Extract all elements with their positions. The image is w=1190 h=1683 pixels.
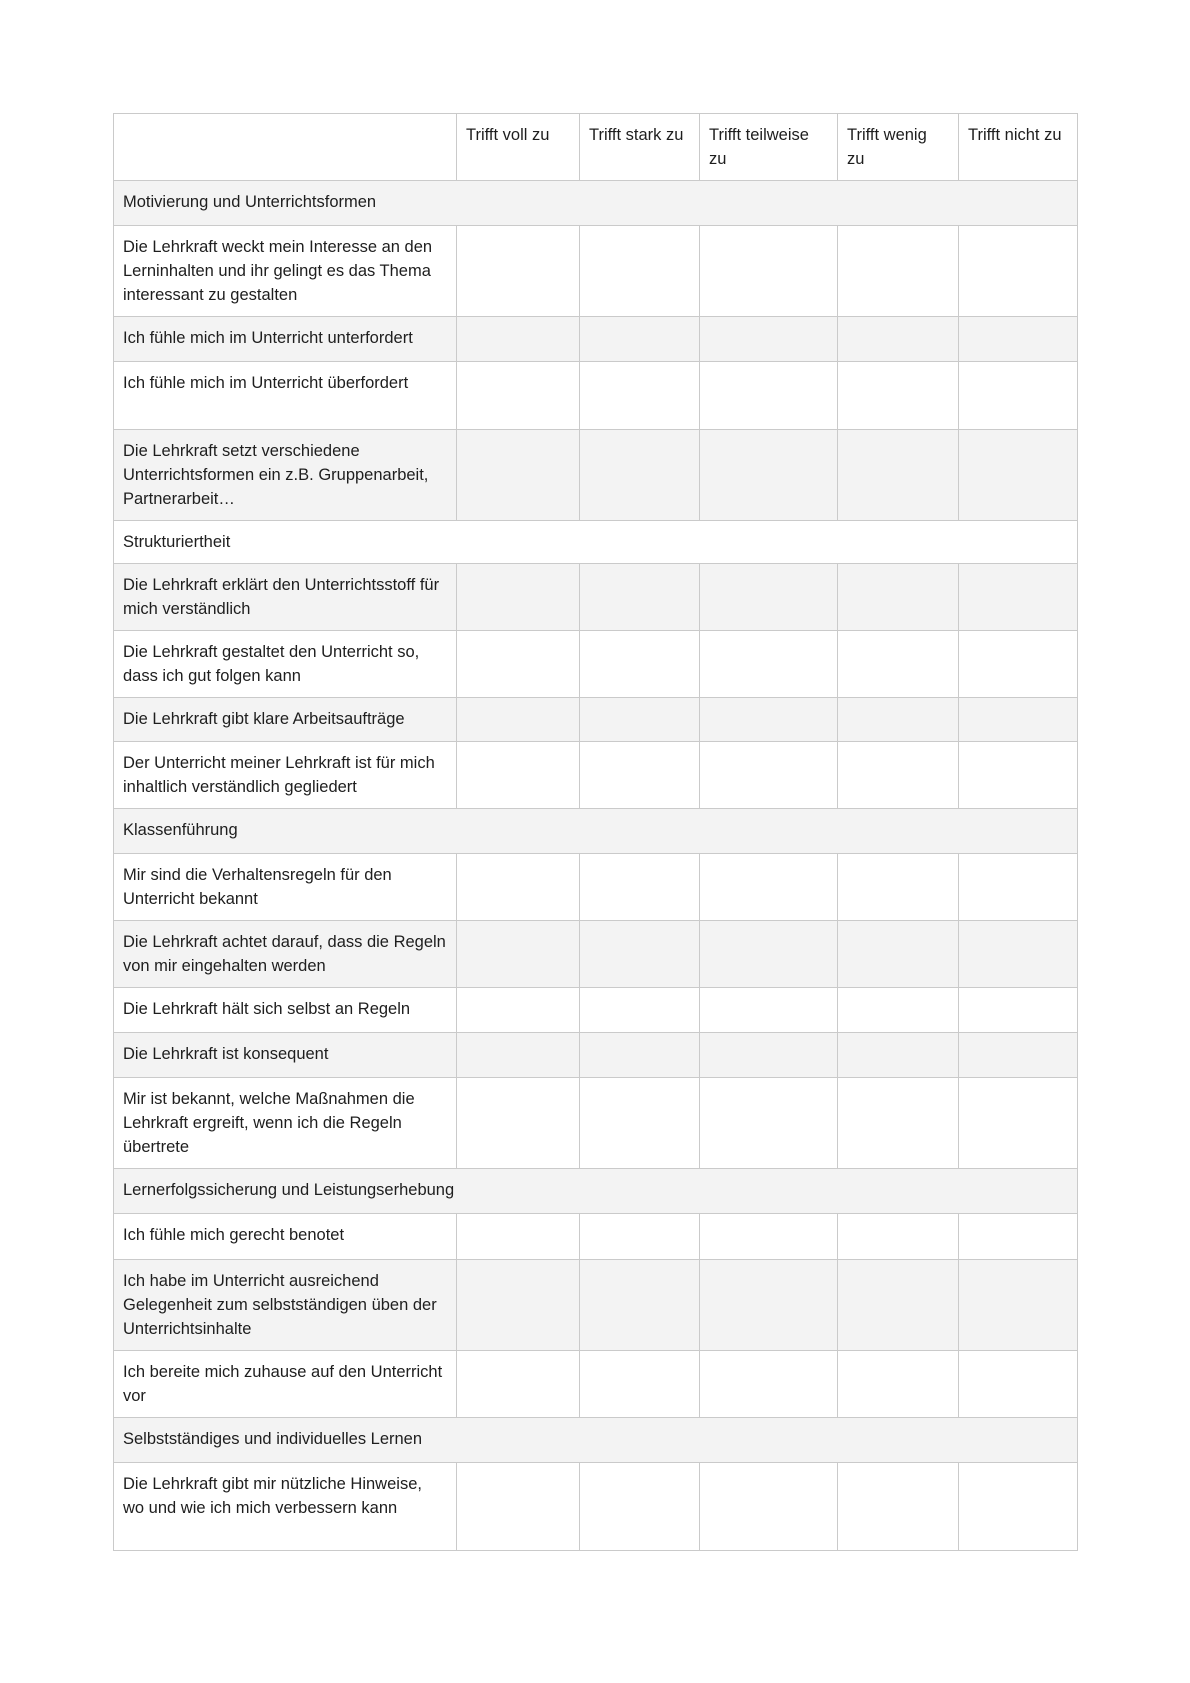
answer-cell-trifft-voll-zu[interactable] xyxy=(457,988,580,1033)
answer-cell-trifft-wenig-zu[interactable] xyxy=(838,854,959,921)
question-text: Die Lehrkraft erklärt den Unterrichtsstoff für mich verständlich xyxy=(114,564,457,631)
section-title: Motivierung und Unterrichtsformen xyxy=(114,181,1078,226)
answer-cell-trifft-stark-zu[interactable] xyxy=(580,362,700,430)
section-header-row xyxy=(114,181,1078,226)
answer-cell-trifft-teilweise-zu[interactable] xyxy=(700,430,838,521)
answer-cell-trifft-voll-zu[interactable] xyxy=(457,1078,580,1169)
answer-cell-trifft-wenig-zu[interactable] xyxy=(838,430,959,521)
answer-cell-trifft-stark-zu[interactable] xyxy=(580,564,700,631)
answer-cell-trifft-stark-zu[interactable] xyxy=(580,988,700,1033)
question-text: Die Lehrkraft achtet darauf, dass die Regeln von mir eingehalten werden xyxy=(114,921,457,988)
question-text: Ich fühle mich im Unterricht unterfordert xyxy=(114,317,457,362)
answer-cell-trifft-voll-zu[interactable] xyxy=(457,226,580,317)
answer-cell-trifft-stark-zu[interactable] xyxy=(580,1214,700,1260)
question-row xyxy=(114,1260,1078,1351)
header-trifft-voll-zu: Trifft voll zu xyxy=(457,114,580,181)
answer-cell-trifft-voll-zu[interactable] xyxy=(457,631,580,698)
answer-cell-trifft-nicht-zu[interactable] xyxy=(959,1260,1078,1351)
answer-cell-trifft-voll-zu[interactable] xyxy=(457,1260,580,1351)
question-text: Ich habe im Unterricht ausreichend Gelegenheit zum selbstständigen üben der Unterrichtsinhalte xyxy=(114,1260,457,1351)
question-row xyxy=(114,564,1078,631)
answer-cell-trifft-voll-zu[interactable] xyxy=(457,1214,580,1260)
answer-cell-trifft-wenig-zu[interactable] xyxy=(838,1351,959,1418)
question-row xyxy=(114,1078,1078,1169)
question-text: Die Lehrkraft gibt klare Arbeitsaufträge xyxy=(114,698,457,742)
header-row xyxy=(114,114,1078,181)
section-header-row xyxy=(114,521,1078,564)
answer-cell-trifft-wenig-zu[interactable] xyxy=(838,1033,959,1078)
question-text: Der Unterricht meiner Lehrkraft ist für mich inhaltlich verständlich gegliedert xyxy=(114,742,457,809)
answer-cell-trifft-nicht-zu[interactable] xyxy=(959,564,1078,631)
answer-cell-trifft-teilweise-zu[interactable] xyxy=(700,631,838,698)
answer-cell-trifft-nicht-zu[interactable] xyxy=(959,1078,1078,1169)
answer-cell-trifft-wenig-zu[interactable] xyxy=(838,1078,959,1169)
question-text: Die Lehrkraft gibt mir nützliche Hinweise, wo und wie ich mich verbessern kann xyxy=(114,1463,457,1551)
answer-cell-trifft-voll-zu[interactable] xyxy=(457,362,580,430)
question-text: Ich fühle mich im Unterricht überfordert xyxy=(114,362,457,430)
survey-body xyxy=(114,181,1078,1551)
answer-cell-trifft-nicht-zu[interactable] xyxy=(959,742,1078,809)
answer-cell-trifft-stark-zu[interactable] xyxy=(580,430,700,521)
question-row xyxy=(114,1214,1078,1260)
answer-cell-trifft-voll-zu[interactable] xyxy=(457,1463,580,1551)
answer-cell-trifft-teilweise-zu[interactable] xyxy=(700,1078,838,1169)
answer-cell-trifft-wenig-zu[interactable] xyxy=(838,631,959,698)
answer-cell-trifft-voll-zu[interactable] xyxy=(457,317,580,362)
question-text: Mir sind die Verhaltensregeln für den Unterricht bekannt xyxy=(114,854,457,921)
answer-cell-trifft-teilweise-zu[interactable] xyxy=(700,564,838,631)
answer-cell-trifft-nicht-zu[interactable] xyxy=(959,631,1078,698)
answer-cell-trifft-nicht-zu[interactable] xyxy=(959,854,1078,921)
question-text: Mir ist bekannt, welche Maßnahmen die Lehrkraft ergreift, wenn ich die Regeln übertrete xyxy=(114,1078,457,1169)
answer-cell-trifft-stark-zu[interactable] xyxy=(580,1033,700,1078)
header-statement xyxy=(114,114,457,181)
question-row xyxy=(114,317,1078,362)
question-row xyxy=(114,430,1078,521)
answer-cell-trifft-nicht-zu[interactable] xyxy=(959,1463,1078,1551)
section-header-row xyxy=(114,1169,1078,1214)
question-text: Die Lehrkraft weckt mein Interesse an den Lerninhalten und ihr gelingt es das Thema interessant zu gestalten xyxy=(114,226,457,317)
survey-table xyxy=(113,113,1078,1551)
answer-cell-trifft-teilweise-zu[interactable] xyxy=(700,854,838,921)
answer-cell-trifft-voll-zu[interactable] xyxy=(457,430,580,521)
header-trifft-teilweise-zu: Trifft teilweise zu xyxy=(700,114,838,181)
question-text: Die Lehrkraft hält sich selbst an Regeln xyxy=(114,988,457,1033)
section-header-row xyxy=(114,809,1078,854)
answer-cell-trifft-nicht-zu[interactable] xyxy=(959,1351,1078,1418)
answer-cell-trifft-voll-zu[interactable] xyxy=(457,1351,580,1418)
answer-cell-trifft-voll-zu[interactable] xyxy=(457,1033,580,1078)
answer-cell-trifft-wenig-zu[interactable] xyxy=(838,226,959,317)
answer-cell-trifft-wenig-zu[interactable] xyxy=(838,1463,959,1551)
answer-cell-trifft-wenig-zu[interactable] xyxy=(838,742,959,809)
question-row xyxy=(114,631,1078,698)
answer-cell-trifft-teilweise-zu[interactable] xyxy=(700,698,838,742)
answer-cell-trifft-wenig-zu[interactable] xyxy=(838,317,959,362)
answer-cell-trifft-teilweise-zu[interactable] xyxy=(700,1033,838,1078)
question-row xyxy=(114,921,1078,988)
question-row xyxy=(114,698,1078,742)
answer-cell-trifft-voll-zu[interactable] xyxy=(457,854,580,921)
answer-cell-trifft-stark-zu[interactable] xyxy=(580,921,700,988)
question-row xyxy=(114,362,1078,430)
answer-cell-trifft-nicht-zu[interactable] xyxy=(959,430,1078,521)
question-row xyxy=(114,226,1078,317)
section-title: Strukturiertheit xyxy=(114,521,1078,564)
question-row xyxy=(114,1463,1078,1551)
answer-cell-trifft-stark-zu[interactable] xyxy=(580,698,700,742)
header-trifft-stark-zu: Trifft stark zu xyxy=(580,114,700,181)
answer-cell-trifft-nicht-zu[interactable] xyxy=(959,226,1078,317)
question-text: Die Lehrkraft gestaltet den Unterricht so, dass ich gut folgen kann xyxy=(114,631,457,698)
answer-cell-trifft-teilweise-zu[interactable] xyxy=(700,921,838,988)
answer-cell-trifft-wenig-zu[interactable] xyxy=(838,362,959,430)
question-row xyxy=(114,988,1078,1033)
answer-cell-trifft-teilweise-zu[interactable] xyxy=(700,1214,838,1260)
answer-cell-trifft-teilweise-zu[interactable] xyxy=(700,742,838,809)
answer-cell-trifft-teilweise-zu[interactable] xyxy=(700,226,838,317)
question-text: Die Lehrkraft setzt verschiedene Unterrichtsformen ein z.B. Gruppenarbeit, Partnerarbeit… xyxy=(114,430,457,521)
answer-cell-trifft-wenig-zu[interactable] xyxy=(838,564,959,631)
answer-cell-trifft-voll-zu[interactable] xyxy=(457,921,580,988)
header-trifft-nicht-zu: Trifft nicht zu xyxy=(959,114,1078,181)
answer-cell-trifft-voll-zu[interactable] xyxy=(457,698,580,742)
answer-cell-trifft-nicht-zu[interactable] xyxy=(959,317,1078,362)
question-text: Ich fühle mich gerecht benotet xyxy=(114,1214,457,1260)
header-trifft-wenig-zu: Trifft wenig zu xyxy=(838,114,959,181)
answer-cell-trifft-nicht-zu[interactable] xyxy=(959,362,1078,430)
answer-cell-trifft-wenig-zu[interactable] xyxy=(838,921,959,988)
question-row xyxy=(114,1351,1078,1418)
section-title: Lernerfolgssicherung und Leistungserhebung xyxy=(114,1169,1078,1214)
section-header-row xyxy=(114,1418,1078,1463)
answer-cell-trifft-nicht-zu[interactable] xyxy=(959,921,1078,988)
answer-cell-trifft-wenig-zu[interactable] xyxy=(838,1214,959,1260)
question-text: Ich bereite mich zuhause auf den Unterricht vor xyxy=(114,1351,457,1418)
answer-cell-trifft-nicht-zu[interactable] xyxy=(959,1214,1078,1260)
answer-cell-trifft-stark-zu[interactable] xyxy=(580,317,700,362)
answer-cell-trifft-wenig-zu[interactable] xyxy=(838,988,959,1033)
answer-cell-trifft-voll-zu[interactable] xyxy=(457,564,580,631)
answer-cell-trifft-voll-zu[interactable] xyxy=(457,742,580,809)
answer-cell-trifft-stark-zu[interactable] xyxy=(580,742,700,809)
answer-cell-trifft-stark-zu[interactable] xyxy=(580,631,700,698)
question-row xyxy=(114,742,1078,809)
question-row xyxy=(114,1033,1078,1078)
answer-cell-trifft-stark-zu[interactable] xyxy=(580,854,700,921)
answer-cell-trifft-teilweise-zu[interactable] xyxy=(700,1260,838,1351)
question-row xyxy=(114,854,1078,921)
answer-cell-trifft-teilweise-zu[interactable] xyxy=(700,362,838,430)
section-title: Selbstständiges und individuelles Lernen xyxy=(114,1418,1078,1463)
answer-cell-trifft-teilweise-zu[interactable] xyxy=(700,1351,838,1418)
question-text: Die Lehrkraft ist konsequent xyxy=(114,1033,457,1078)
answer-cell-trifft-teilweise-zu[interactable] xyxy=(700,1463,838,1551)
answer-cell-trifft-nicht-zu[interactable] xyxy=(959,698,1078,742)
answer-cell-trifft-stark-zu[interactable] xyxy=(580,1078,700,1169)
answer-cell-trifft-wenig-zu[interactable] xyxy=(838,698,959,742)
answer-cell-trifft-nicht-zu[interactable] xyxy=(959,1033,1078,1078)
answer-cell-trifft-wenig-zu[interactable] xyxy=(838,1260,959,1351)
answer-cell-trifft-stark-zu[interactable] xyxy=(580,1351,700,1418)
answer-cell-trifft-stark-zu[interactable] xyxy=(580,1463,700,1551)
answer-cell-trifft-stark-zu[interactable] xyxy=(580,1260,700,1351)
answer-cell-trifft-stark-zu[interactable] xyxy=(580,226,700,317)
answer-cell-trifft-nicht-zu[interactable] xyxy=(959,988,1078,1033)
answer-cell-trifft-teilweise-zu[interactable] xyxy=(700,317,838,362)
answer-cell-trifft-teilweise-zu[interactable] xyxy=(700,988,838,1033)
section-title: Klassenführung xyxy=(114,809,1078,854)
